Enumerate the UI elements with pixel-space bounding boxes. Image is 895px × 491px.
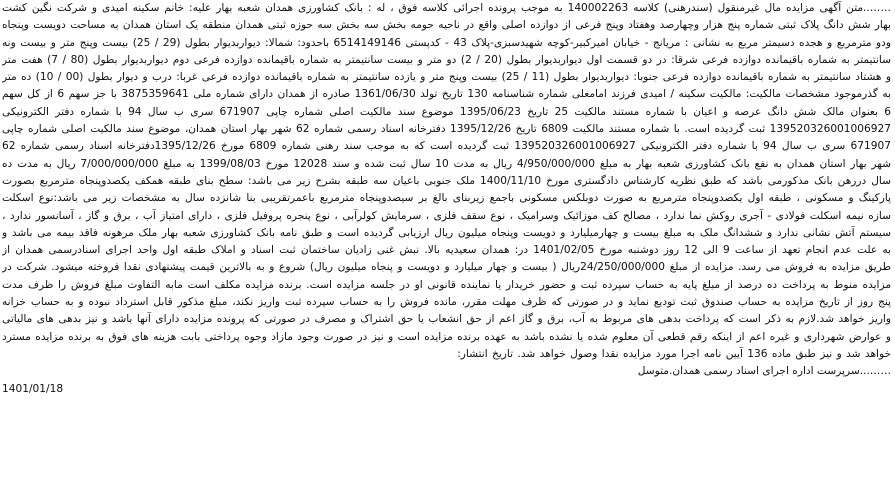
publish-date: 1401/01/18 <box>2 382 64 395</box>
auction-notice-document <box>2 0 891 491</box>
notice-body: ……..متن آگهی مزایده مال غیرمنقول (سندرهنی) کلاسه 140002263 به موجب پرونده اجرائی کلاسه فوق ، له : بانک کشاورزی همدان شعبه بهار علیه: خانم سکینه امیدی و شرکت نگین کشت بهار شش دانگ پلاک ثبتی شماره پنج هزار وچهارصد وهفتاد وپنج فرعی از دوازده اصلی واقع در ناحیه حومه بخش سه بخش سه حوزه ثبتی همدان منطقه یک استان همدان به مساحت دویست وپنجاه ودو مترمربع و هجده دسیمتر مربع به نشانی : مریانج - خیابان امیرکبیر-کوچه شهیدسبزی-پلاک 43 - کدپستی 6514149146 باحدود: شمالا: دیواربدیوار بطول (29 / 25) بیست وپنج متر و بیست ونه سانتیمتر به شماره باقیمانده دوازده فرعی شرقا: در دو قسمت اول دیواربدیوار بطول (20 / 2) دو متر و بیست سانتیمتر به شماره باقیمانده دوازده فرعی دوم دیواربدیوار بطول (80 / 7) هفت متر و هشتاد سانتیمتر به شماره باقیمانده دوازده فرعی جنوبا: دیواربدیوار بطول (11 / 25) بیست وپنج متر و یازده سانتیمتر به شماره باقیمانده دوازده فرعی غربا: درب و دیوار بطول (00 / 10) ده متر به گذرموجود مشخصات مالکیت: مالکیت سکینه / امیدی فرزند امامعلی شماره شناسنامه 130 تاریخ تولد 1361/06/30 صادره از همدان دارای شماره ملی 3875359641 با جز سهم 6 از کل سهم 6 بعنوان مالک شش دانگ عرصه و اعیان با شماره مستند مالکیت 25 تاریخ 1395/06/23 موضوع سند مالکیت اصلی شماره چاپی 671907 سری ب سال 94 با شماره دفتر الکترونیکی 139520326001006927 ثبت گردیده است. با شماره مستند مالکیت 6809 تاریخ 1395/12/26 دفترخانه اسناد رسمی شماره 62 شهر بهار استان همدان، موضوع سند مالکیت اصلی شماره چاپی 671907 سری ب سال 94 با شماره دفتر الکترونیکی 139520326001006927 ثبت گردیده است که به موجب سند رهنی شماره 6809 مورخ 1395/12/26دفترخانه اسناد رسمی شماره 62 شهر بهار استان همدان به نفع بانک کشاورزی شعبه بهار به مبلغ 4/950/000/000 ریال به مدت 10 سال ثبت شده و سند 12028 مورخ 1399/08/03 به مبلغ 7/000/000/000 ریال به مدت ده سال دررهن بانک مذکورمی باشد که طبق نظریه کارشناس دادگستری مورخ 1400/11/10 ملک جنوبی باعیان سه طبقه بشرح زیر می باشد: سطح بنای طبقه همکف یکصدوپنجاه مترمربع بصورت پارکینگ و مسکونی ، طبقه اول یکصدوپنجاه مترمربع به صورت دوبلکس مسکونی باجمع زیربنای بالغ بر سیصدوپنجاه مترمربع باعمرتقریبی بنا شانزده سال به مشخصات زیر می باشد:نوع اسکلت سازه نیمه اسکلت فولادی - آجری روکش نما ندارد ، مصالح کف موزائیک وسرامیک ، نوع سقف فلزی ، سرمایش کولرآبی ، نوع پنجره پروفیل فلزی ، دارای امتیاز آب ، برق و گاز ، آسانسور ندارد ، سیستم آتش نشانی ندارد و ششدانگ ملک به مبلغ بیست و چهارمیلیارد و دویست وپنجاه میلیون ریال ارزیابی گردیده است و طبق نامه بانک کشاورزی شعبه بهار ملک مرهونه فاقد بیمه می باشد و به علت عدم انجام تعهد از ساعت 9 الی 12 روز دوشنبه مورخ 1401/02/05 در: همدان سعیدیه بالا. نبش غنی زادیان ساختمان ثبت اسناد و املاک طبقه اول واحد اجرای اسنادرسمی همدان از طریق مزایده به فروش می رسد. مزایده از مبلغ 24/250/000/000ریال ( بیست و چهار میلیارد و دویست و پنجاه میلیون ریال) شروع و به بالاترین قیمت پیشنهادی نقدا فروخته میشود. شرکت در مزایده منوط به پرداخت ده درصد از مبلغ پایه به حساب سپرده ثبت و حضور خریدار یا نماینده قانونی او در جلسه مزایده است. برنده مزایده مکلف است مابه التفاوت مبلغ فروش را ظرف مدت پنج روز از تاریخ مزایده به حساب صندوق ثبت تودیع نماید و در صورتی که ظرف مهلت مقرر، مانده فروش را به حساب سپرده ثبت واریز نکند، مبلغ مذکور قابل استرداد نبوده و به حساب خزانه واریز خواهد شد.لازم به ذکر است که پرداخت بدهی های مربوط به آب، برق و گاز اعم از حق انشعاب یا حق اشتراک و مصرف در صورتی که پرونده مزایده دارای آنها باشد و نیز بدهی های مالیاتی و عوارض شهرداری و غیره اعم از اینکه رقم قطعی آن معلوم شده یا نشده باشد به عهده برنده مزایده است و نیز در صورت وجود مازاد وجوه پرداختی بابت هزینه های فوق به برنده مزایده مسترد خواهد شد و نیز طبق ماده 136 آیین نامه اجرا مورد مزایده نقدا وصول خواهد شد. تاریخ انتشار: <box>2 2 891 360</box>
signature-line: ……...سرپرست اداره اجرای اسناد رسمی همدان.متوسل <box>637 365 891 378</box>
